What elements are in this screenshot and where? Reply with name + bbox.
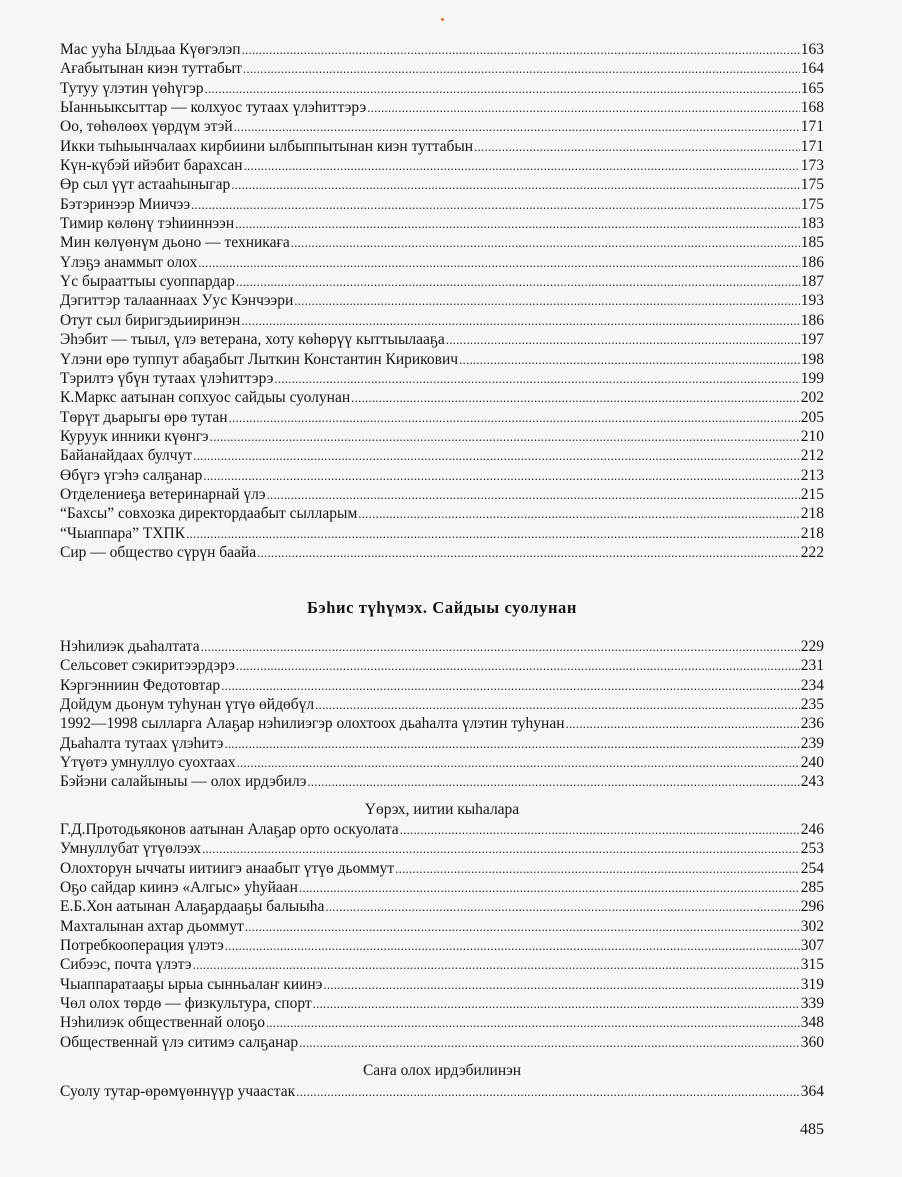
toc-entry-page: 239	[800, 734, 824, 752]
toc-entry	[60, 637, 824, 656]
toc-entry-page: 165	[800, 79, 824, 97]
ink-speck	[441, 18, 444, 21]
toc-entry	[60, 350, 824, 369]
toc-entry-title: Ағабытынан киэн туттабыт	[60, 60, 242, 78]
toc-entry-page: 163	[800, 41, 824, 58]
dot-leader	[367, 98, 800, 117]
toc-entry-title: Оҕо сайдар киинэ «Алгыс» уһуйаан	[60, 879, 298, 897]
dot-leader	[294, 291, 800, 310]
toc-entry-title: Тутуу үлэтин үөһүгэр	[60, 79, 204, 97]
toc-entry	[60, 820, 824, 839]
toc-entry-title: Сибээс, почта үлэтэ	[60, 956, 192, 974]
toc-entry-title: Отделениеҕа ветеринарнай үлэ	[60, 485, 266, 503]
dot-leader	[291, 233, 800, 252]
dot-leader	[191, 195, 800, 214]
dot-leader	[459, 350, 800, 369]
toc-entry-page: 205	[800, 408, 824, 426]
toc-entry	[60, 839, 824, 858]
toc-entry-page: 246	[800, 821, 824, 838]
page-number: 485	[800, 1121, 824, 1138]
dot-leader	[296, 1082, 800, 1101]
dot-leader	[307, 772, 799, 791]
dot-leader	[210, 427, 800, 446]
toc-entry	[60, 272, 824, 291]
dot-leader	[202, 839, 800, 858]
toc-entry-title: Тэрилтэ үбүн тутаах үлэһиттэрэ	[60, 369, 274, 387]
dot-leader	[236, 272, 800, 291]
toc-entry-title: Өр сыл үүт астааһыныгар	[60, 176, 231, 194]
toc-entry	[60, 504, 824, 523]
toc-entry-title: Бэйэни салайыныы — олох ирдэбилэ	[60, 773, 307, 791]
dot-leader	[201, 637, 800, 656]
toc-entry-page: 185	[800, 234, 824, 252]
toc-entry-title: Сир — общество сүрүн баайа	[60, 543, 257, 561]
dot-leader	[193, 446, 800, 465]
toc-entry	[60, 79, 824, 98]
toc-entry-title: Эһэбит — тыыл, үлэ ветерана, хоту көһөрүү кыттыылааҕа	[60, 331, 445, 349]
toc-entry-page: 186	[800, 253, 824, 271]
toc-entry-page: 253	[800, 840, 824, 858]
toc-entry-page: 175	[800, 195, 824, 213]
toc-entry	[60, 175, 824, 194]
toc-entry-title: Г.Д.Протодьяконов аатынан Алаҕар орто оскуолата	[60, 821, 399, 838]
toc-entry-title: Үлэни өрө туппут абаҕабыт Лыткин Константин Кирикович	[60, 350, 459, 368]
dot-leader	[446, 330, 800, 349]
toc-entry	[60, 137, 824, 156]
dot-leader	[229, 408, 800, 427]
dot-leader	[221, 676, 800, 695]
toc-entry	[60, 936, 824, 955]
toc-entry-page: 236	[800, 715, 824, 733]
toc-entry-title: Махталынан ахтар дьоммут	[60, 917, 244, 935]
toc-entry-title: Икки тыһыынчалаах кирбиини ылбыппытынан киэн туттабын	[60, 137, 474, 155]
toc-entry-page: 285	[800, 879, 824, 897]
dot-leader	[245, 917, 800, 936]
toc-entry	[60, 214, 824, 233]
dot-leader	[323, 975, 799, 994]
toc-entry-page: 210	[800, 427, 824, 445]
dot-leader	[299, 1033, 800, 1052]
toc-entry-page: 339	[800, 995, 824, 1013]
dot-leader	[198, 253, 800, 272]
toc-entry	[60, 253, 824, 272]
toc-entry	[60, 994, 824, 1013]
toc-entry	[60, 676, 824, 695]
toc-entry-title: Нэһилиэк общественнай олоҕо	[60, 1014, 265, 1032]
toc-entry-title: Нэһилиэк дьаһалтата	[60, 638, 200, 655]
toc-entry	[60, 408, 824, 427]
section-heading-1: Бэһис түһүмэх. Сайдыы суолунан	[306, 598, 578, 617]
toc-section-1	[60, 40, 824, 562]
dot-leader	[225, 936, 800, 955]
toc-entry-page: 307	[800, 937, 824, 955]
toc-entry-title: Потребкооперация үлэтэ	[60, 937, 224, 955]
toc-entry-title: Сельсовет сэкиритээрдэрэ	[60, 657, 235, 675]
dot-leader	[205, 79, 800, 98]
toc-entry-page: 186	[800, 311, 824, 329]
toc-entry-title: Тимир көлөнү тэһииннээн	[60, 215, 235, 233]
toc-entry-title: Чөл олох төрдө — физкультура, спорт	[60, 995, 312, 1013]
toc-entry-title: Дэгиттэр талааннаах Уус Кэнчээри	[60, 292, 294, 310]
toc-section-3	[60, 820, 824, 1052]
toc-entry-page: 218	[800, 505, 824, 523]
toc-entry-page: 231	[800, 657, 824, 675]
toc-section-4	[60, 1082, 824, 1101]
toc-entry-title: Өбүгэ үгэһэ салҕанар	[60, 466, 203, 484]
toc-entry-page: 296	[800, 898, 824, 916]
toc-entry	[60, 466, 824, 485]
toc-entry	[60, 1082, 824, 1101]
toc-entry-title: 1992—1998 сылларга Алаҕар нэһилиэгэр олохтоох дьаһалта үлэтин туһунан	[60, 715, 565, 733]
toc-entry-title: Бэтэринээр Миичээ	[60, 195, 191, 213]
toc-entry-title: Мас ууһа Ылдьаа Күөгэлэп	[60, 41, 241, 58]
dot-leader	[274, 369, 799, 388]
toc-entry-page: 197	[800, 331, 824, 349]
toc-entry-title: Үс бырааттыы суоппардар	[60, 273, 235, 291]
toc-entry-page: 222	[800, 543, 824, 561]
dot-leader	[224, 734, 799, 753]
toc-entry-page: 187	[800, 273, 824, 291]
toc-entry-page: 364	[800, 1083, 824, 1100]
toc-entry-page: 234	[800, 676, 824, 694]
toc-entry	[60, 311, 824, 330]
toc-entry-title: Мин көлүөнүм дьоно — техникаға	[60, 234, 290, 252]
toc-entry-page: 348	[800, 1014, 824, 1032]
toc-entry	[60, 543, 824, 562]
toc-entry-page: 171	[800, 137, 824, 155]
dot-leader	[186, 524, 800, 543]
toc-entry	[60, 388, 824, 407]
dot-leader	[241, 311, 799, 330]
toc-entry-title: Е.Б.Хон аатынан Алаҕардааҕы балыыһа	[60, 898, 325, 916]
dot-leader	[299, 878, 800, 897]
dot-leader	[203, 466, 799, 485]
section-heading-3: Саҥа олох ирдэбилинэн	[362, 1062, 522, 1079]
dot-leader	[315, 695, 800, 714]
toc-entry-page: 183	[800, 215, 824, 233]
toc-entry	[60, 1033, 824, 1052]
toc-entry-title: Дьаһалта тутаах үлэһитэ	[60, 734, 224, 752]
dot-leader	[267, 485, 800, 504]
toc-entry-page: 302	[800, 917, 824, 935]
toc-entry	[60, 446, 824, 465]
dot-leader	[257, 543, 800, 562]
toc-entry-page: 164	[800, 60, 824, 78]
toc-entry-page: 235	[800, 696, 824, 714]
toc-entry-title: Ыанньыксыттар — колхуос тутаах үлэһиттэрэ	[60, 99, 367, 117]
dot-leader	[351, 388, 800, 407]
toc-entry-page: 193	[800, 292, 824, 310]
toc-entry-title: Куруук инники күөнгэ	[60, 427, 209, 445]
toc-entry-title: Общественнай үлэ ситимэ салҕанар	[60, 1033, 299, 1051]
toc-entry-title: Үлэҕэ анаммыт олох	[60, 253, 198, 271]
toc-entry-page: 168	[800, 99, 824, 117]
toc-entry	[60, 917, 824, 936]
dot-leader	[193, 955, 800, 974]
dot-leader	[313, 994, 800, 1013]
toc-entry	[60, 695, 824, 714]
toc-entry	[60, 369, 824, 388]
toc-entry	[60, 878, 824, 897]
toc-entry	[60, 427, 824, 446]
toc-entry	[60, 714, 824, 733]
toc-entry-page: 240	[800, 754, 824, 772]
toc-entry-page: 360	[800, 1033, 824, 1051]
toc-entry-title: Күн-күбэй ийэбит барахсан	[60, 157, 243, 175]
toc-entry	[60, 753, 824, 772]
toc-entry-title: Олохторун ыччаты иитиигэ анаабыт үтүө дьоммут	[60, 859, 395, 877]
toc-entry	[60, 485, 824, 504]
section-heading-2: Үөрэх, иитии кыһалара	[364, 801, 520, 818]
toc-entry	[60, 59, 824, 78]
toc-entry-title: “Чыаппара” ТХПК	[60, 524, 186, 542]
toc-entry-title: Үтүөтэ умнуллуо суохтаах	[60, 754, 236, 772]
toc-entry-page: 215	[800, 485, 824, 503]
dot-leader	[400, 820, 800, 839]
dot-leader	[266, 1013, 800, 1032]
toc-entry-page: 173	[800, 157, 824, 175]
dot-leader	[243, 59, 800, 78]
toc-entry	[60, 195, 824, 214]
toc-entry	[60, 291, 824, 310]
dot-leader	[242, 40, 800, 59]
toc-entry-page: 199	[800, 369, 824, 387]
toc-entry	[60, 772, 824, 791]
dot-leader	[234, 117, 800, 136]
toc-entry	[60, 40, 824, 59]
toc-entry-page: 254	[800, 859, 824, 877]
toc-entry-title: Отут сыл биригэдьииринэн	[60, 311, 241, 329]
dot-leader	[235, 214, 800, 233]
toc-entry-title: Дойдум дьонум туһунан үтүө өйдөбүл	[60, 696, 315, 714]
toc-entry	[60, 859, 824, 878]
toc-entry-title: “Бахсы” совхозка директордаабыт сылларым	[60, 505, 358, 523]
toc-entry-page: 171	[800, 118, 824, 136]
toc-entry-page: 175	[800, 176, 824, 194]
toc-entry-title: Төрүт дьарыгы өрө тутан	[60, 408, 228, 426]
toc-entry-page: 229	[800, 638, 824, 655]
dot-leader	[231, 175, 800, 194]
toc-entry-page: 212	[800, 447, 824, 465]
toc-entry	[60, 955, 824, 974]
toc-entry	[60, 1013, 824, 1032]
toc-entry	[60, 734, 824, 753]
toc-entry-page: 202	[800, 389, 824, 407]
toc-entry-title: Байанайдаах булчут	[60, 447, 193, 465]
toc-entry	[60, 975, 824, 994]
toc-entry-page: 198	[800, 350, 824, 368]
toc-entry-page: 319	[800, 975, 824, 993]
dot-leader	[566, 714, 800, 733]
toc-entry	[60, 156, 824, 175]
toc-entry	[60, 897, 824, 916]
toc-entry-title: Чыаппаратааҕы ырыа сынньалаҥ киинэ	[60, 975, 323, 993]
toc-entry-page: 218	[800, 524, 824, 542]
toc-entry-title: Суолу тутар-өрөмүөннүүр учаастак	[60, 1083, 296, 1100]
dot-leader	[237, 753, 800, 772]
toc-entry	[60, 330, 824, 349]
dot-leader	[395, 859, 800, 878]
toc-section-2	[60, 637, 824, 792]
dot-leader	[236, 656, 800, 675]
toc-entry	[60, 233, 824, 252]
dot-leader	[244, 156, 800, 175]
toc-entry-title: Кэргэнниин Федотовтар	[60, 676, 221, 694]
toc-entry-page: 213	[800, 466, 824, 484]
toc-entry	[60, 656, 824, 675]
dot-leader	[474, 137, 800, 156]
toc-entry-title: К.Маркс аатынан сопхуос сайдыы суолунан	[60, 389, 351, 407]
toc-entry-page: 243	[800, 773, 824, 791]
toc-entry-title: Оо, төһөлөөх үөрдүм этэй	[60, 118, 233, 136]
toc-entry	[60, 98, 824, 117]
toc-entry-title: Умнуллубат үтүөлээх	[60, 840, 202, 858]
toc-entry	[60, 117, 824, 136]
toc-entry	[60, 524, 824, 543]
toc-entry-page: 315	[800, 956, 824, 974]
dot-leader	[325, 897, 799, 916]
dot-leader	[358, 504, 799, 523]
